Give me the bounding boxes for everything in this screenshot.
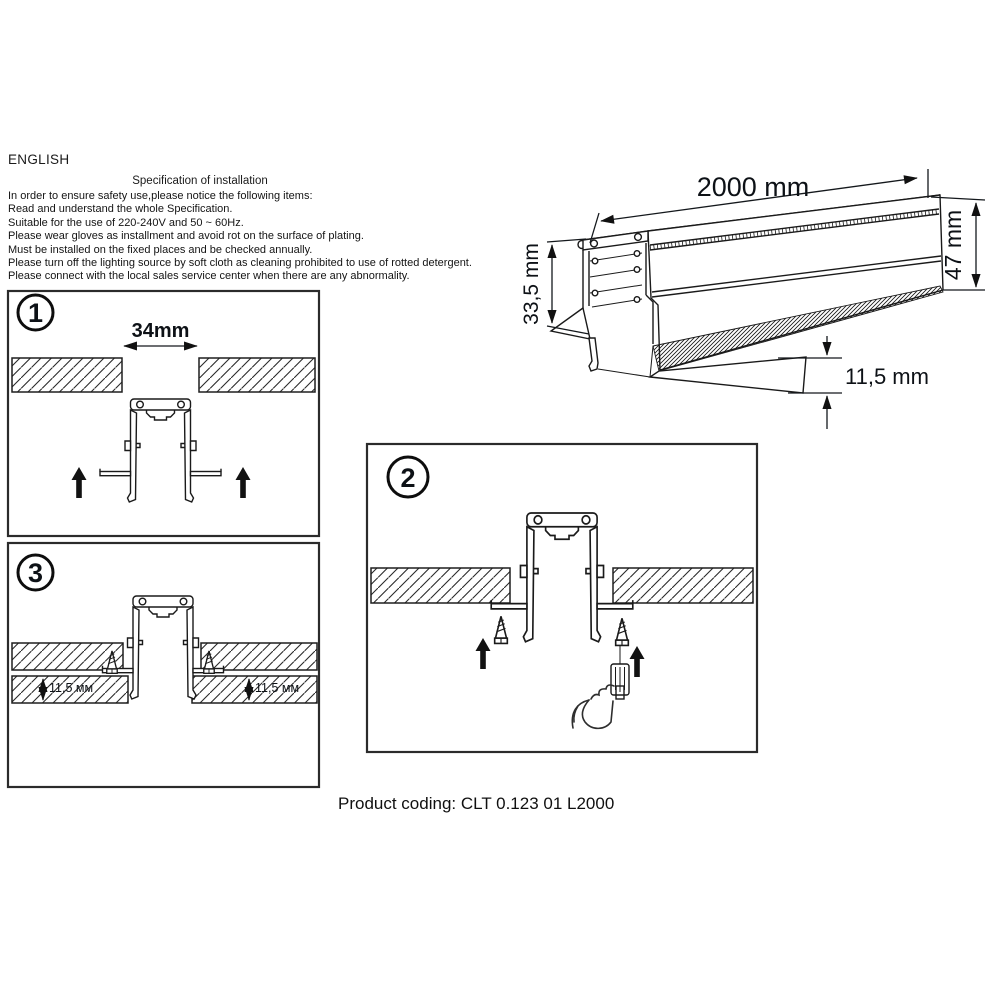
instruction-line: Please turn off the lighting source by soft cloth as cleaning prohibited to use of rotted detergent. xyxy=(8,257,472,270)
panel-depth-left-label: 11,5 мм xyxy=(49,681,94,695)
dimension-height-recessed-label: 33,5 mm xyxy=(520,243,543,325)
figure-3d-track-profile xyxy=(520,169,985,429)
cutout-width-label: 34mm xyxy=(131,320,190,342)
ceiling-hatch-right xyxy=(199,358,315,392)
dimension-flange-depth-label: 11,5 mm xyxy=(845,364,929,389)
conductor-springs xyxy=(590,251,642,307)
ceiling-hatch-right xyxy=(201,643,317,670)
instruction-line: Must be installed on the fixed places and be checked annually. xyxy=(8,243,313,256)
instruction-line: Suitable for the use of 220-240V and 50 ~ 60Hz. xyxy=(8,216,244,229)
instruction-line: In order to ensure safety use,please notice the following items: xyxy=(8,190,313,202)
dimension-height-total xyxy=(931,197,985,290)
panel-depth-right-label: 11,5 мм xyxy=(255,681,300,695)
instruction-line: Please wear gloves as installment and avoid rot on the surface of plating. xyxy=(8,230,364,243)
dimension-length-label: 2000 mm xyxy=(696,172,810,202)
spec-title: Specification of installation xyxy=(132,175,268,187)
ceiling-hatch-left xyxy=(371,568,510,603)
step2-figure xyxy=(367,444,757,752)
ceiling-hatch-left xyxy=(12,643,123,670)
step3-figure xyxy=(8,543,319,787)
instruction-line: Read and understand the whole Specification. xyxy=(8,203,233,216)
step1-figure xyxy=(8,291,319,536)
instruction-line: Please connect with the local sales service center when there are any abnormality. xyxy=(8,270,410,283)
product-coding: Product coding: CLT 0.123 01 L2000 xyxy=(338,794,615,813)
step3-number: 3 xyxy=(27,558,44,588)
language-label: ENGLISH xyxy=(8,152,70,167)
step2-number: 2 xyxy=(400,463,416,493)
dimension-height-total-label: 47 mm xyxy=(940,209,966,281)
step1-number: 1 xyxy=(27,298,44,328)
ceiling-hatch-right xyxy=(613,568,753,603)
ceiling-hatch-left xyxy=(12,358,122,392)
